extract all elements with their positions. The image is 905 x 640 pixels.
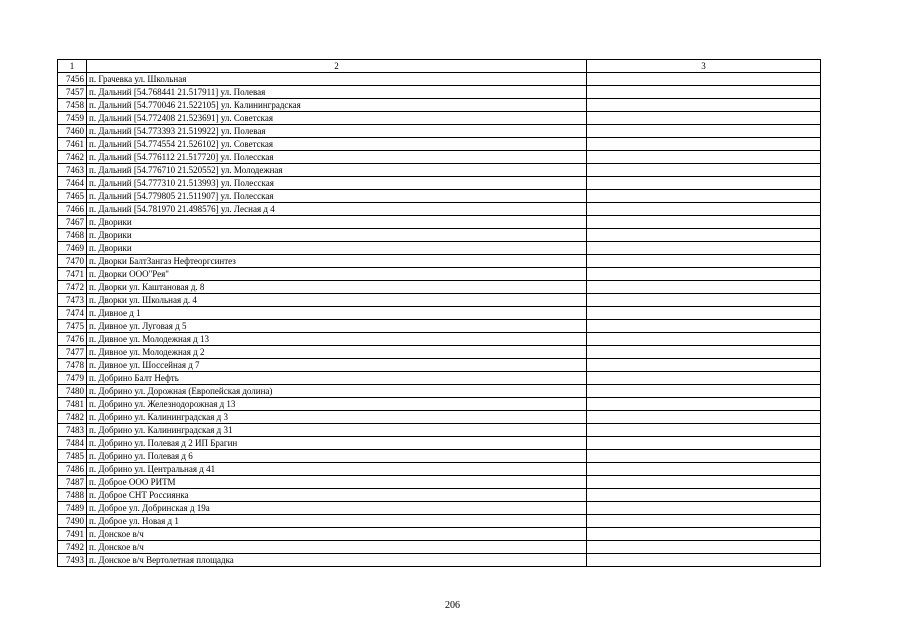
header-cell-1: 1 (58, 60, 87, 73)
address-cell: п. Дворики (87, 216, 587, 229)
empty-cell (587, 489, 821, 502)
address-cell: п. Дивное ул. Молодежная д 2 (87, 346, 587, 359)
table-row (58, 398, 821, 411)
row-number-cell: 7493 (58, 554, 87, 567)
row-number-cell: 7485 (58, 450, 87, 463)
address-cell: п. Донское в/ч (87, 528, 587, 541)
table-row (58, 229, 821, 242)
table-row (58, 541, 821, 554)
row-number-cell: 7489 (58, 502, 87, 515)
empty-cell (587, 86, 821, 99)
address-cell: п. Доброе СНТ Россиянка (87, 489, 587, 502)
row-number-cell: 7492 (58, 541, 87, 554)
address-cell: п. Добрино ул. Дорожная (Европейская долина) (87, 385, 587, 398)
table-row (58, 476, 821, 489)
address-cell: п. Дальний [54.774554 21.526102] ул. Советская (87, 138, 587, 151)
empty-cell (587, 177, 821, 190)
empty-cell (587, 346, 821, 359)
address-table-body (58, 60, 821, 567)
empty-cell (587, 203, 821, 216)
empty-cell (587, 242, 821, 255)
address-cell: п. Доброе ул. Добринская д 19а (87, 502, 587, 515)
empty-cell (587, 411, 821, 424)
address-cell: п. Дальний [54.776710 21.520552] ул. Молодежная (87, 164, 587, 177)
table-row (58, 515, 821, 528)
address-cell: п. Дворки ул. Каштановая д. 8 (87, 281, 587, 294)
address-cell: п. Дивное ул. Молодежная д 13 (87, 333, 587, 346)
address-cell: п. Дальний [54.772408 21.523691] ул. Советская (87, 112, 587, 125)
address-cell: п. Дальний [54.773393 21.519922] ул. Полевая (87, 125, 587, 138)
table-row (58, 346, 821, 359)
table-row (58, 242, 821, 255)
row-number-cell: 7462 (58, 151, 87, 164)
table-row (58, 203, 821, 216)
row-number-cell: 7481 (58, 398, 87, 411)
empty-cell (587, 164, 821, 177)
table-row (58, 489, 821, 502)
address-cell: п. Добрино ул. Калининградская д 3 (87, 411, 587, 424)
row-number-cell: 7460 (58, 125, 87, 138)
empty-cell (587, 385, 821, 398)
table-row (58, 307, 821, 320)
empty-cell (587, 125, 821, 138)
row-number-cell: 7475 (58, 320, 87, 333)
empty-cell (587, 307, 821, 320)
row-number-cell: 7491 (58, 528, 87, 541)
empty-cell (587, 216, 821, 229)
table-row (58, 294, 821, 307)
table-row (58, 450, 821, 463)
table-row (58, 320, 821, 333)
row-number-cell: 7456 (58, 73, 87, 86)
empty-cell (587, 73, 821, 86)
row-number-cell: 7476 (58, 333, 87, 346)
empty-cell (587, 229, 821, 242)
row-number-cell: 7467 (58, 216, 87, 229)
table-row (58, 216, 821, 229)
row-number-cell: 7482 (58, 411, 87, 424)
address-cell: п. Добрино ул. Полевая д 2 ИП Брагин (87, 437, 587, 450)
empty-cell (587, 255, 821, 268)
table-row (58, 86, 821, 99)
address-cell: п. Донское в/ч (87, 541, 587, 554)
row-number-cell: 7459 (58, 112, 87, 125)
table-row (58, 372, 821, 385)
row-number-cell: 7477 (58, 346, 87, 359)
address-cell: п. Дивное ул. Луговая д 5 (87, 320, 587, 333)
table-row (58, 268, 821, 281)
table-row (58, 554, 821, 567)
row-number-cell: 7488 (58, 489, 87, 502)
row-number-cell: 7461 (58, 138, 87, 151)
empty-cell (587, 333, 821, 346)
row-number-cell: 7487 (58, 476, 87, 489)
table-row (58, 463, 821, 476)
table-row (58, 99, 821, 112)
table-row (58, 385, 821, 398)
table-row (58, 437, 821, 450)
table-row (58, 424, 821, 437)
empty-cell (587, 359, 821, 372)
row-number-cell: 7465 (58, 190, 87, 203)
row-number-cell: 7471 (58, 268, 87, 281)
address-cell: п. Доброе ул. Новая д 1 (87, 515, 587, 528)
address-cell: п. Дальний [54.776112 21.517720] ул. Полесская (87, 151, 587, 164)
table-row (58, 502, 821, 515)
row-number-cell: 7479 (58, 372, 87, 385)
empty-cell (587, 463, 821, 476)
table-row (58, 528, 821, 541)
address-cell: п. Дальний [54.768441 21.517911] ул. Полевая (87, 86, 587, 99)
empty-cell (587, 450, 821, 463)
row-number-cell: 7474 (58, 307, 87, 320)
table-row (58, 177, 821, 190)
table-row (58, 112, 821, 125)
address-cell: п. Добрино ул. Центральная д 41 (87, 463, 587, 476)
row-number-cell: 7480 (58, 385, 87, 398)
table-row (58, 151, 821, 164)
empty-cell (587, 515, 821, 528)
row-number-cell: 7466 (58, 203, 87, 216)
address-cell: п. Дальний [54.770046 21.522105] ул. Калининградская (87, 99, 587, 112)
empty-cell (587, 424, 821, 437)
table-row (58, 281, 821, 294)
empty-cell (587, 502, 821, 515)
address-cell: п. Дальний [54.779805 21.511907] ул. Полесская (87, 190, 587, 203)
row-number-cell: 7473 (58, 294, 87, 307)
address-cell: п. Дворки БалтЗангаз Нефтеоргсинтез (87, 255, 587, 268)
address-cell: п. Дальний [54.781970 21.498576] ул. Лесная д 4 (87, 203, 587, 216)
address-cell: п. Грачевка ул. Школьная (87, 73, 587, 86)
address-cell: п. Дворки ООО"Рея" (87, 268, 587, 281)
address-cell: п. Дворики (87, 242, 587, 255)
row-number-cell: 7468 (58, 229, 87, 242)
table-row (58, 411, 821, 424)
empty-cell (587, 541, 821, 554)
empty-cell (587, 281, 821, 294)
address-cell: п. Добрино ул. Железнодорожная д 13 (87, 398, 587, 411)
address-cell: п. Донское в/ч Вертолетная площадка (87, 554, 587, 567)
row-number-cell: 7470 (58, 255, 87, 268)
header-cell-2: 2 (87, 60, 587, 73)
empty-cell (587, 112, 821, 125)
table-row (58, 359, 821, 372)
address-cell: п. Дивное ул. Шоссейная д 7 (87, 359, 587, 372)
header-cell-3: 3 (587, 60, 821, 73)
empty-cell (587, 398, 821, 411)
address-table (57, 59, 821, 567)
address-cell: п. Дивное д 1 (87, 307, 587, 320)
table-row (58, 190, 821, 203)
address-cell: п. Дворики (87, 229, 587, 242)
row-number-cell: 7463 (58, 164, 87, 177)
row-number-cell: 7469 (58, 242, 87, 255)
table-header-row (58, 60, 821, 73)
empty-cell (587, 268, 821, 281)
row-number-cell: 7472 (58, 281, 87, 294)
empty-cell (587, 554, 821, 567)
address-cell: п. Добрино ул. Полевая д 6 (87, 450, 587, 463)
table-row (58, 333, 821, 346)
row-number-cell: 7457 (58, 86, 87, 99)
row-number-cell: 7490 (58, 515, 87, 528)
empty-cell (587, 320, 821, 333)
table-row (58, 138, 821, 151)
row-number-cell: 7464 (58, 177, 87, 190)
table-row (58, 125, 821, 138)
table-row (58, 164, 821, 177)
row-number-cell: 7483 (58, 424, 87, 437)
row-number-cell: 7478 (58, 359, 87, 372)
address-cell: п. Добрино ул. Калининградская д 31 (87, 424, 587, 437)
empty-cell (587, 151, 821, 164)
empty-cell (587, 294, 821, 307)
table-row (58, 73, 821, 86)
empty-cell (587, 372, 821, 385)
empty-cell (587, 190, 821, 203)
address-cell: п. Доброе ООО РИТМ (87, 476, 587, 489)
address-cell: п. Дворки ул. Школьная д. 4 (87, 294, 587, 307)
empty-cell (587, 138, 821, 151)
row-number-cell: 7486 (58, 463, 87, 476)
address-cell: п. Добрино Балт Нефть (87, 372, 587, 385)
address-cell: п. Дальний [54.777310 21.513993] ул. Полесская (87, 177, 587, 190)
row-number-cell: 7484 (58, 437, 87, 450)
empty-cell (587, 437, 821, 450)
empty-cell (587, 528, 821, 541)
row-number-cell: 7458 (58, 99, 87, 112)
page-number: 206 (445, 600, 460, 611)
empty-cell (587, 99, 821, 112)
empty-cell (587, 476, 821, 489)
table-row (58, 255, 821, 268)
